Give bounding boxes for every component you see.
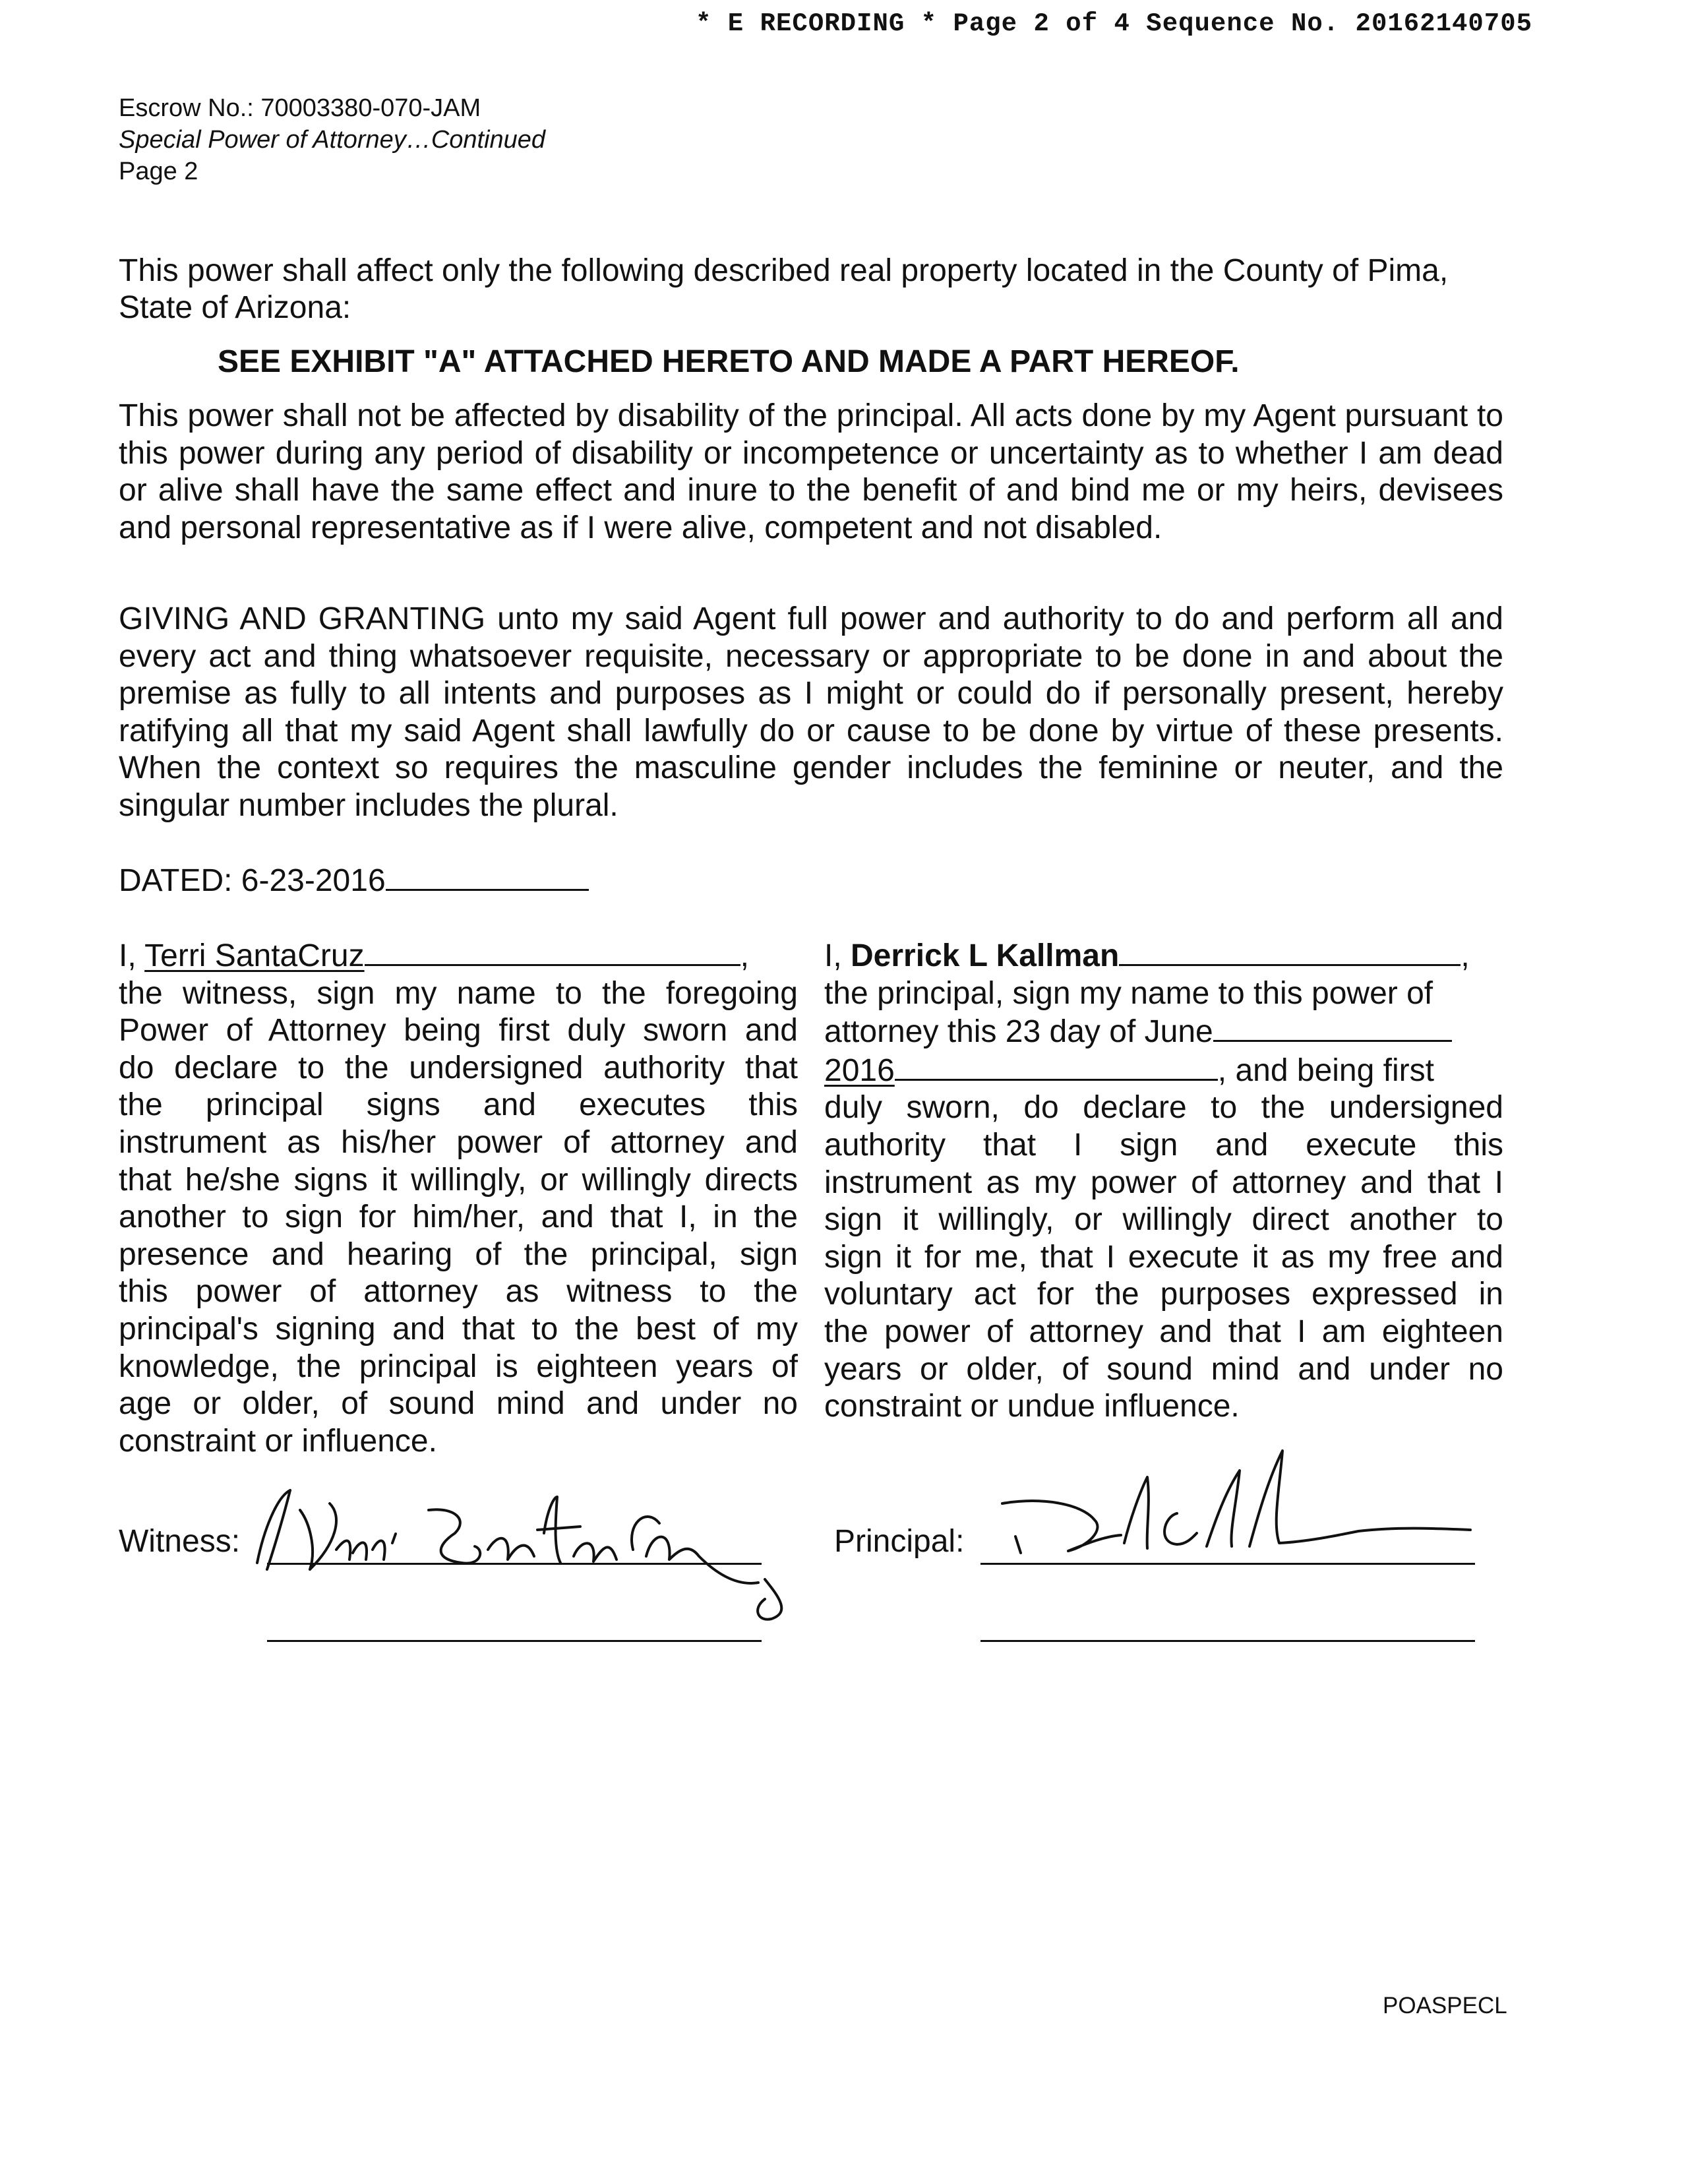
- witness-text-line: another to sign for him/her, and that I, in the: [119, 1199, 798, 1235]
- exhibit-reference: SEE EXHIBIT "A" ATTACHED HERETO AND MADE A PART HEREOF.: [218, 344, 1240, 379]
- principal-text-line: duly sworn, do declare to the undersigned: [824, 1090, 1503, 1126]
- principal-text-line: voluntary act for the purposes expressed in: [824, 1277, 1503, 1312]
- witness-text-line: Power of Attorney being first duly sworn and: [119, 1013, 798, 1048]
- witness-text-line: the principal signs and executes this: [119, 1087, 798, 1123]
- recording-header: * E RECORDING * Page 2 of 4 Sequence No. 20162140705: [696, 9, 1532, 38]
- form-code: POASPECL: [1383, 1993, 1507, 2018]
- dated-line: [119, 863, 589, 899]
- witness-declaration: [119, 936, 798, 1460]
- principal-label: Principal:: [834, 1524, 965, 1559]
- principal-text-line: authority that I sign and execute this: [824, 1127, 1503, 1163]
- property-paragraph: This power shall affect only the following described real property located in the County of Pima, State of Arizona:: [119, 253, 1449, 325]
- witness-text-line: presence and hearing of the principal, sign: [119, 1236, 798, 1272]
- witness-text-line: age or older, of sound mind and under no: [119, 1386, 798, 1422]
- witness-comma: ,: [740, 938, 749, 973]
- principal-declaration: [824, 936, 1503, 1426]
- witness-prefix: I,: [119, 938, 136, 973]
- witness-second-line: [267, 1640, 762, 1642]
- principal-name-line: [824, 936, 1503, 975]
- principal-text-line: the principal, sign my name to this power of: [824, 975, 1433, 1011]
- page-label: Page 2: [119, 158, 198, 185]
- principal-year-line: [824, 1051, 1503, 1090]
- principal-prefix: I,: [824, 938, 842, 973]
- principal-signature: [989, 1438, 1477, 1569]
- principal-day-blank: [1213, 1012, 1452, 1042]
- witness-text-line: principal's signing and that to the best of my: [119, 1311, 798, 1347]
- principal-year-tail: , and being first: [1217, 1052, 1434, 1088]
- witness-label: Witness:: [119, 1524, 241, 1559]
- witness-text-line: constraint or influence.: [119, 1423, 437, 1459]
- dated-blank: [386, 863, 589, 891]
- witness-text-line: the witness, sign my name to the foregoing: [119, 975, 798, 1011]
- principal-text-line: sign it for me, that I execute it as my free and: [824, 1239, 1503, 1275]
- principal-text-line: instrument as my power of attorney and that I: [824, 1165, 1503, 1200]
- granting-paragraph: GIVING AND GRANTING unto my said Agent full power and authority to do and perform all and every act and thing whatsoever requisite, necessary or appropriate to be done in and about the premise as fully to all intents and purposes as I might or could do if personally present, hereby ratifying all that my said Agent shall lawfully do or cause to be done by virtue of these presents. When the context so requires the masculine gender includes the feminine or neuter, and the singular number includes the plural.: [119, 601, 1503, 823]
- principal-text-line: sign it willingly, or willingly direct another to: [824, 1202, 1503, 1238]
- principal-name-blank: [1119, 936, 1461, 966]
- principal-text-line: the power of attorney and that I am eighteen: [824, 1314, 1503, 1349]
- principal-text-line: years or older, of sound mind and under no: [824, 1351, 1503, 1387]
- document-subtitle: Special Power of Attorney…Continued: [119, 126, 546, 154]
- principal-comma: ,: [1461, 938, 1470, 973]
- witness-text-line: do declare to the undersigned authority that: [119, 1050, 798, 1085]
- principal-year-blank: [895, 1051, 1218, 1081]
- principal-year: 2016: [824, 1052, 895, 1088]
- principal-second-line: [980, 1640, 1475, 1642]
- disability-paragraph: This power shall not be affected by disability of the principal. All acts done by my Agent pursuant to this power during any period of disability or incompetence or uncertainty as to whether I am dead or alive shall have the same effect and inure to the benefit of and bind me or my heirs, devisees and personal representative as if I were alive, competent and not disabled.: [119, 398, 1503, 545]
- witness-name: Terri SantaCruz: [144, 938, 365, 973]
- witness-text-line: this power of attorney as witness to the: [119, 1274, 798, 1310]
- witness-name-line: [119, 936, 798, 975]
- escrow-number: Escrow No.: 70003380-070-JAM: [119, 94, 481, 122]
- principal-date-line: [824, 1012, 1503, 1051]
- document-header: [119, 92, 545, 187]
- principal-text-line: constraint or undue influence.: [824, 1389, 1240, 1424]
- principal-day-text: attorney this 23 day of June: [824, 1014, 1213, 1050]
- witness-name-blank: [365, 936, 740, 966]
- witness-signature: [237, 1471, 818, 1629]
- dated-label: DATED:: [119, 863, 233, 898]
- witness-text-line: instrument as his/her power of attorney and: [119, 1124, 798, 1160]
- dated-value: 6-23-2016: [241, 863, 386, 898]
- witness-text-line: knowledge, the principal is eighteen years of: [119, 1349, 798, 1384]
- principal-name: Derrick L Kallman: [851, 938, 1120, 973]
- witness-text-line: that he/she signs it willingly, or willingly directs: [119, 1162, 798, 1198]
